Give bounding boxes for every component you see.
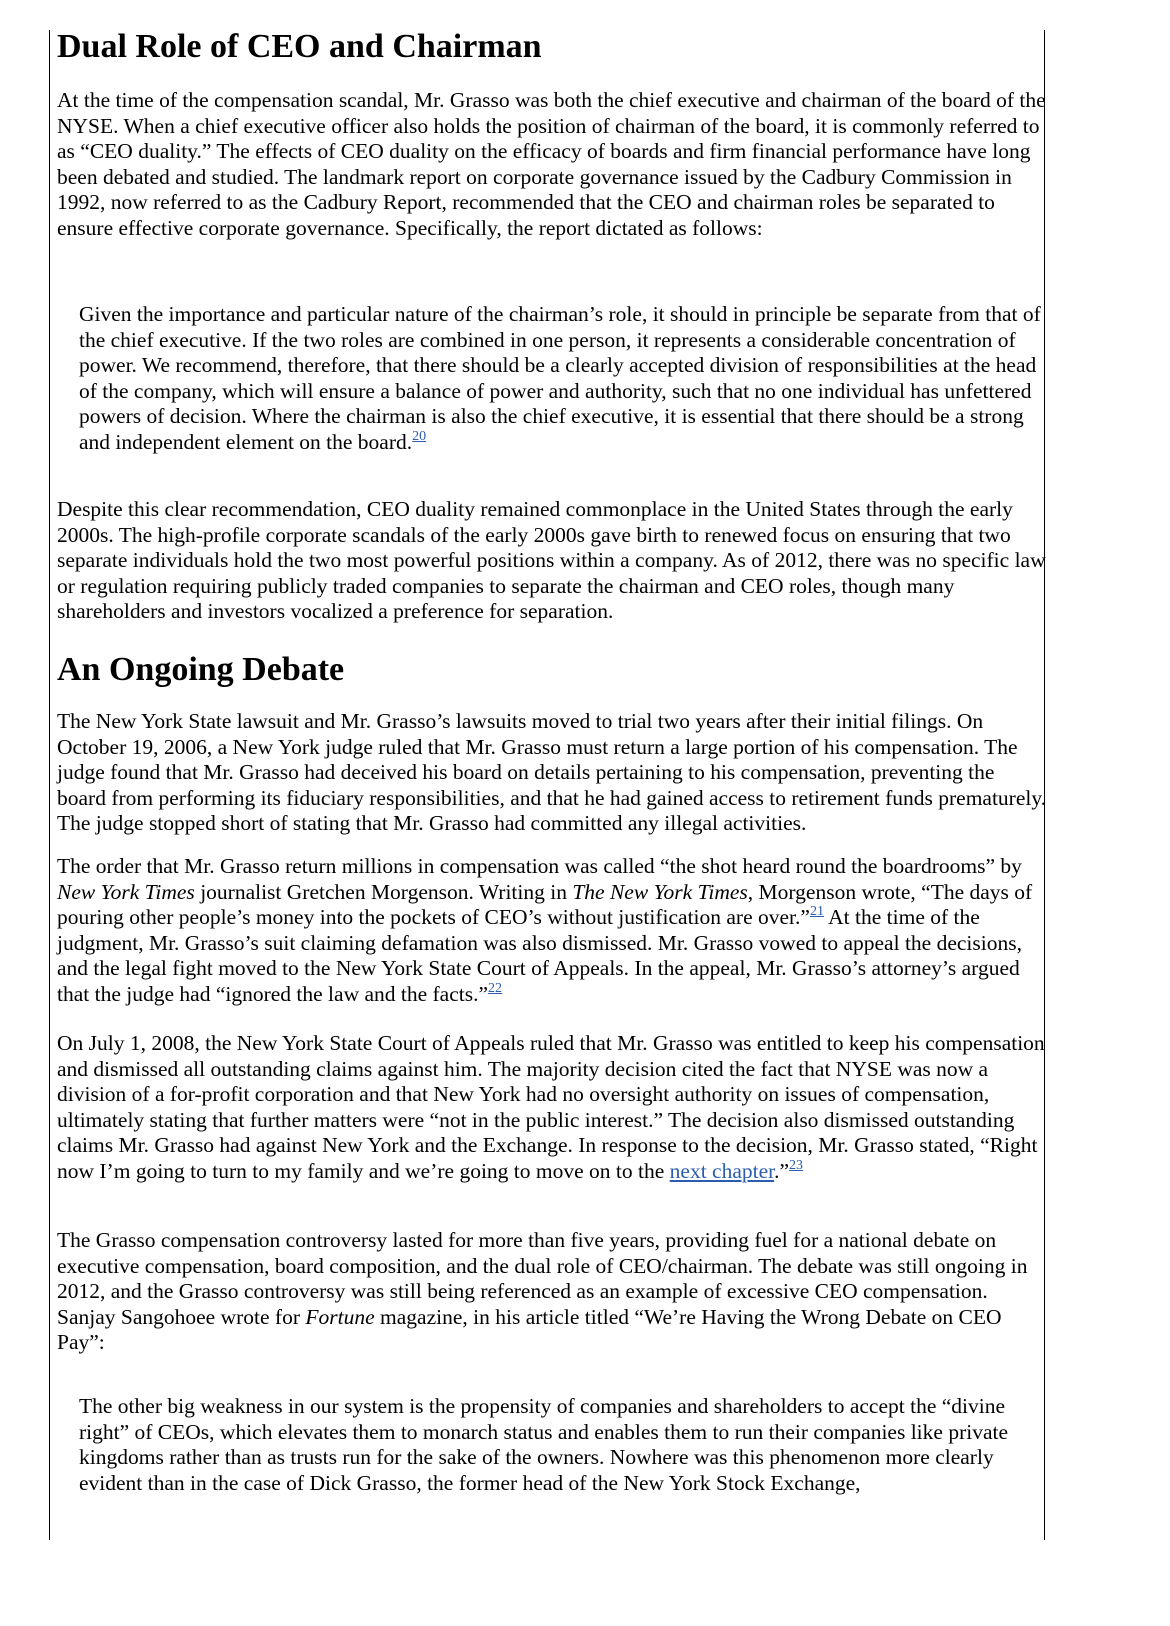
text-run: , Morgenson wrote, “The days of pouring other people’s money into the pockets of CEO’s without justification are over.” xyxy=(57,879,1033,929)
text-run: The order that Mr. Grasso return millions in compensation was called “the shot heard round the boardrooms” by xyxy=(57,854,1022,878)
section-heading-ongoing-debate: An Ongoing Debate xyxy=(57,651,345,688)
publication-name: Fortune xyxy=(305,1304,375,1329)
section-heading-dual-role: Dual Role of CEO and Chairman xyxy=(57,28,542,65)
paragraph-controversy xyxy=(57,1228,1047,1356)
text-run: The Grasso compensation controversy lasted for more than five years, providing fuel for a national debate on executive compensation, board composition, and the dual role of CEO/chairman. The debate was still ongoing in 2012, and the Grasso controversy was still being referenced as an example of excessive CEO compensation. Sanjay Sangohoee wrote for xyxy=(57,1228,1028,1329)
publication-name: The New York Times xyxy=(572,879,748,904)
paragraph-shot-heard xyxy=(57,854,1047,1007)
next-chapter-link[interactable]: next chapter xyxy=(669,1158,775,1183)
blockquote-cadbury-report xyxy=(79,302,1047,455)
footnote-link-22[interactable]: 22 xyxy=(488,980,503,996)
text-run: At the time of the judgment, Mr. Grasso’s suit claiming defamation was also dismissed. Mr. Grasso vowed to appeal the decisions, and the legal fight moved to the New York State Court of Appeals. In the appeal, Mr. Grasso’s attorney’s argued that the judge had “ignored the law and the facts.” xyxy=(57,905,1022,1006)
text-run: On July 1, 2008, the New York State Court of Appeals ruled that Mr. Grasso was entitled to keep his compensation and dismissed all outstanding claims against him. The majority decision cited the fact that NYSE was now a division of a for-profit corporation and that New York had no oversight authority on issues of compensation, ultimately stating that further matters were “not in the public interest.” The decision also dismissed outstanding claims Mr. Grasso had against New York and the Exchange. In response to the decision, Mr. Grasso stated, “Right now I’m going to turn to my family and we’re going to move on to the xyxy=(57,1031,1045,1183)
footnote-link-20[interactable]: 20 xyxy=(412,428,427,444)
publication-name: New York Times xyxy=(57,879,195,904)
paragraph-court-of-appeals xyxy=(57,1031,1047,1184)
text-run: journalist Gretchen Morgenson. Writing in xyxy=(194,879,573,904)
text-run: magazine, in his article titled “We’re Having the Wrong Debate on CEO Pay”: xyxy=(57,1304,1002,1354)
paragraph-recommendation: Despite this clear recommendation, CEO duality remained commonplace in the United States through the early 2000s. The high-profile corporate scandals of the early 2000s gave birth to renewed focus on ensuring that two separate individuals hold the two most powerful positions within a company. As of 2012, there was no specific law or regulation requiring publicly traded companies to separate the chairman and CEO roles, though many shareholders and investors vocalized a preference for separation. xyxy=(57,497,1046,623)
footnote-link-21[interactable]: 21 xyxy=(809,904,824,919)
quote-text: Given the importance and particular nature of the chairman’s role, it should in principle be separate from that of the chief executive. If the two roles are combined in one person, it represents a considerable concentration of power. We recommend, therefore, that there should be a clearly accepted division of responsibilities at the head of the company, which will ensure a balance of power and authority, such that no one individual has unfettered powers of decision. Where the chairman is also the chief executive, it is essential that there should be a strong and independent element on the board. xyxy=(79,302,1041,454)
text-run: .” xyxy=(774,1158,790,1183)
paragraph-ceo-duality: At the time of the compensation scandal, Mr. Grasso was both the chief executive and chairman of the board of the NYSE. When a chief executive officer also holds the position of chairman of the board, it is commonly referred to as “CEO duality.” The effects of CEO duality on the efficacy of boards and firm financial performance have long been debated and studied. The landmark report on corporate governance issued by the Cadbury Commission in 1992, now referred to as the Cadbury Report, recommended that the CEO and chairman roles be separated to ensure effective corporate governance. Specifically, the report dictated as follows: xyxy=(57,88,1046,240)
blockquote-fortune-article: The other big weakness in our system is the propensity of companies and shareholders to accept the “divine right” of CEOs, which elevates them to monarch status and enables them to run their companies like private kingdoms rather than as trusts run for the sake of the owners. Nowhere was this phenomenon more clearly evident than in the case of Dick Grasso, the former head of the New York Stock Exchange, xyxy=(79,1394,1009,1495)
paragraph-lawsuit-trial: The New York State lawsuit and Mr. Grasso’s lawsuits moved to trial two years after their initial filings. On October 19, 2006, a New York judge ruled that Mr. Grasso must return a large portion of his compensation. The judge found that Mr. Grasso had deceived his board on details pertaining to his compensation, preventing the board from performing its fiduciary responsibilities, and that he had gained access to retirement funds prematurely. The judge stopped short of stating that Mr. Grasso had committed any illegal activities. xyxy=(57,709,1047,835)
footnote-link-23[interactable]: 23 xyxy=(789,1157,804,1173)
